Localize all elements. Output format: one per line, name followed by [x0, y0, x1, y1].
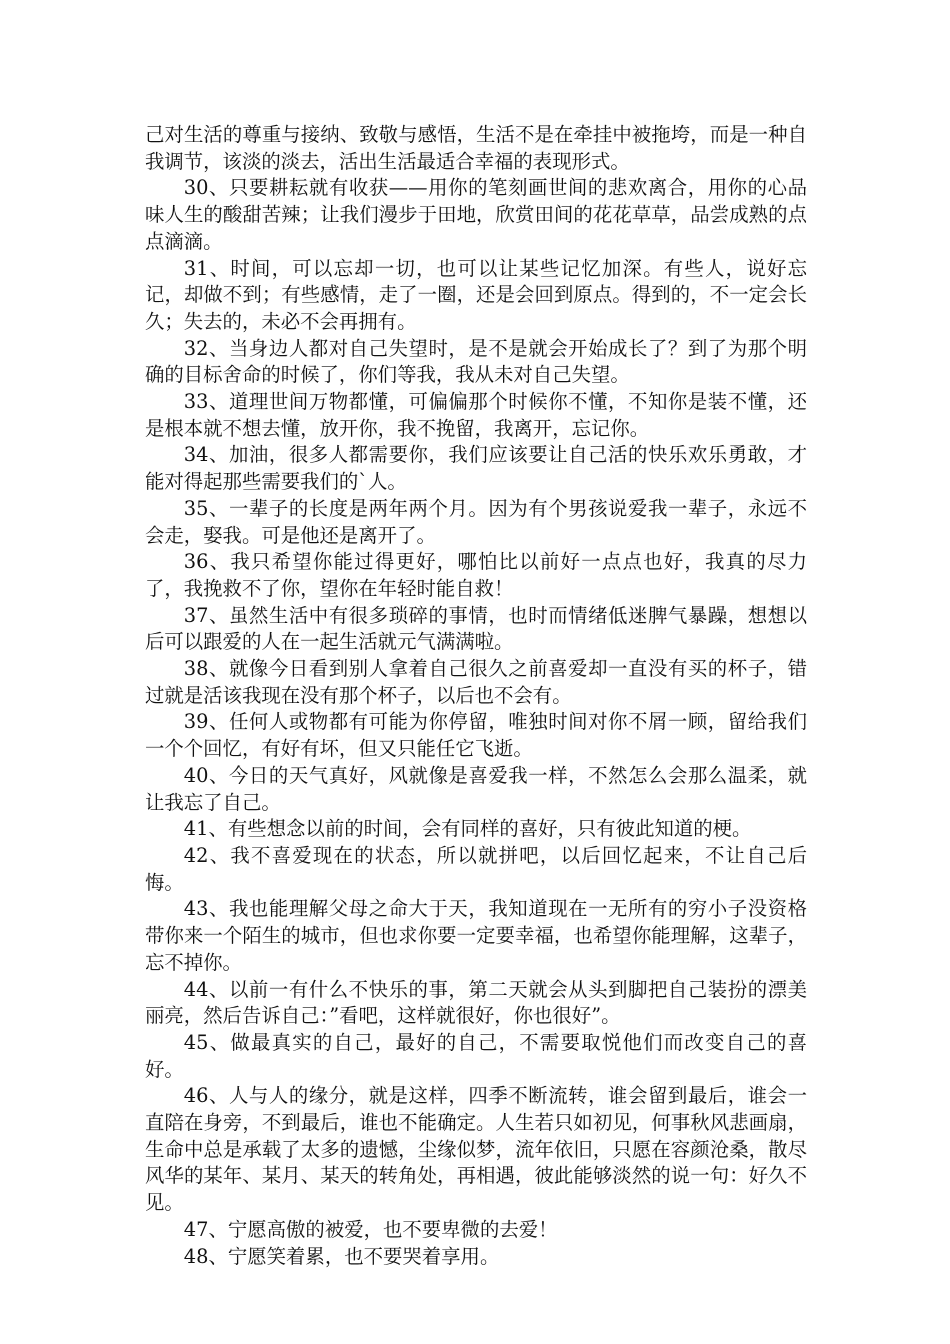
numbered-paragraph: 47、宁愿高傲的被爱，也不要卑微的去爱！	[183, 1217, 558, 1241]
numbered-paragraph: 34、加油，很多人都需要你，我们应该要让自己活的快乐欢乐勇敢，才能对得起那些需要我们的`人。	[145, 443, 807, 494]
numbered-paragraph: 42、我不喜爱现在的状态，所以就拼吧，以后回忆起来，不让自己后悔。	[145, 843, 807, 894]
numbered-paragraph: 33、道理世间万物都懂，可偏偏那个时候你不懂，不知你是装不懂，还是根本就不想去懂，放开你，我不挽留，我离开，忘记你。	[145, 390, 807, 440]
numbered-paragraph: 45、做最真实的自己，最好的自己，不需要取悦他们而改变自己的喜好。	[145, 1030, 807, 1081]
numbered-paragraph: 39、任何人或物都有可能为你停留，唯独时间对你不屑一顾，留给我们一个个回忆，有好有坏，但又只能任它飞逝。	[145, 710, 807, 761]
numbered-paragraph: 31、时间，可以忘却一切，也可以让某些记忆加深。有些人，说好忘记，却做不到；有些感情，走了一圈，还是会回到原点。得到的，不一定会长久；失去的，未必不会再拥有。	[145, 256, 807, 333]
numbered-paragraph: 40、今日的天气真好，风就像是喜爱我一样，不然怎么会那么温柔，就让我忘了自己。	[145, 763, 807, 814]
numbered-paragraph: 43、我也能理解父母之命大于天，我知道现在一无所有的穷小子没资格带你来一个陌生的城市，但也求你要一定要幸福，也希望你能理解，这辈子，忘不掉你。	[145, 897, 807, 974]
document-body	[145, 122, 807, 1270]
numbered-paragraph: 32、当身边人都对自己失望时，是不是就会开始成长了？到了为那个明确的目标舍命的时候了，你们等我，我从未对自己失望。	[145, 336, 807, 387]
numbered-paragraph: 46、人与人的缘分，就是这样，四季不断流转，谁会留到最后，谁会一直陪在身旁，不到最后，谁也不能确定。人生若只如初见，何事秋风悲画扇，生命中总是承载了太多的遗憾，尘缘似梦，流年依旧，只愿在容颜沧桑，散尽风华的某年、某月、某天的转角处，再相遇，彼此能够淡然的说一句：好久不见。	[145, 1084, 807, 1215]
numbered-paragraph: 48、宁愿笑着累，也不要哭着享用。	[183, 1244, 500, 1268]
continued-paragraph: 己对生活的尊重与接纳、致敬与感悟，生活不是在牵挂中被拖垮，而是一种自我调节，该淡的淡去，活出生活最适合幸福的表现形式。	[145, 123, 807, 173]
numbered-paragraph: 30、只要耕耘就有收获——用你的笔刻画世间的悲欢离合，用你的心品味人生的酸甜苦辣；让我们漫步于田地，欣赏田间的花花草草，品尝成熟的点点滴滴。	[145, 176, 807, 253]
numbered-paragraph: 44、以前一有什么不快乐的事，第二天就会从头到脚把自己装扮的漂美丽亮，然后告诉自己：”看吧，这样就很好，你也很好”。	[145, 977, 807, 1028]
numbered-paragraph: 35、一辈子的长度是两年两个月。因为有个男孩说爱我一辈子，永远不会走，娶我。可是他还是离开了。	[145, 496, 807, 547]
numbered-paragraph: 37、虽然生活中有很多琐碎的事情，也时而情绪低迷脾气暴躁，想想以后可以跟爱的人在一起生活就元气满满啦。	[145, 603, 807, 654]
numbered-paragraph: 36、我只希望你能过得更好，哪怕比以前好一点点也好，我真的尽力了，我挽救不了你，望你在年轻时能自救！	[145, 550, 807, 600]
numbered-paragraph: 41、有些想念以前的时间，会有同样的喜好，只有彼此知道的梗。	[183, 817, 752, 841]
numbered-paragraph: 38、就像今日看到别人拿着自己很久之前喜爱却一直没有买的杯子，错过就是活该我现在没有那个杯子，以后也不会有。	[145, 657, 807, 707]
